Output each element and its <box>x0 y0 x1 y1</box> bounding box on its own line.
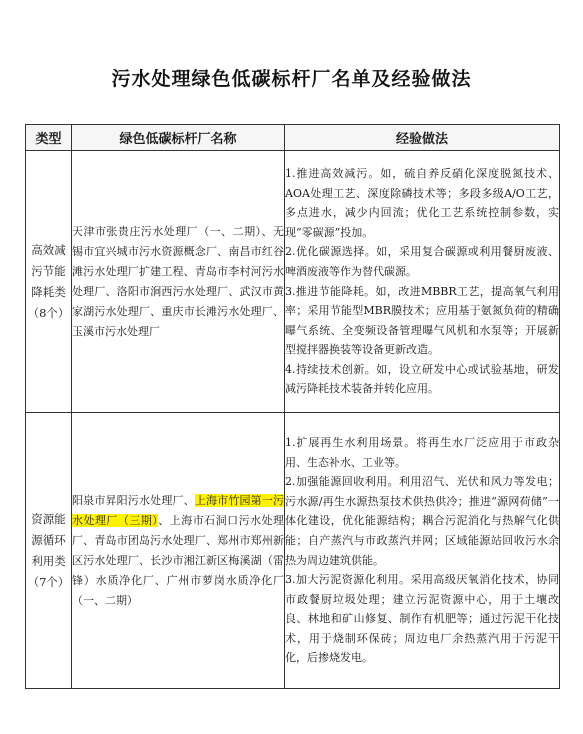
type-count: （7个） <box>27 574 70 589</box>
experience-item: 4.持续技术创新。如，设立研发中心或试验基地，研发减污降耗技术装备并转化应用。 <box>285 362 559 396</box>
table-row <box>26 151 560 413</box>
plant-names-cell: 天津市张贵庄污水处理厂（一、二期）、无锡市宜兴城市污水资源概念厂、南昌市红谷滩污水处理厂扩建工程、青岛市李村河污水处理厂、洛阳市涧西污水处理厂、武汉市黄家湖污水处理厂、重庆市长滩污水处理厂、玉溪市污水处理厂 <box>72 151 285 413</box>
type-label: 资源能源循环利用类 <box>31 511 66 568</box>
experience-item: 2.优化碳源选择。如，采用复合碳源或利用餐厨废液、啤酒废液等作为替代碳源。 <box>285 245 559 278</box>
experience-item: 1.推进高效减污。如，硫自养反硝化深度脱氮技术、AOA处理工艺、深度除磷技术等；多段多级A/O工艺，多点进水，减少内回流；优化工艺系统控制参数，实现“零碳源”投加。 <box>285 166 559 239</box>
type-label: 高效减污节能降耗类 <box>31 242 66 299</box>
experience-item: 1.扩展再生水利用场景。将再生水厂泛应用于市政杂用、生态补水、工业等。 <box>285 435 559 469</box>
table-header-row <box>26 125 560 151</box>
header-type: 类型 <box>26 125 72 151</box>
experience-item: 3.加大污泥资源化利用。采用高级厌氧消化技术，协同市政餐厨垃圾处理；建立污泥资源中心，用于土壤改良、林地和矿山修复、制作有机肥等；通过污泥干化技术，用于烧制环保砖；周边电厂余热蒸汽用于污泥干化，后掺烧发电。 <box>285 573 559 665</box>
plant-names-before: 阳泉市昇阳污水处理厂、 <box>72 493 195 507</box>
row-type-cell <box>26 151 72 413</box>
experience-item: 3.推进节能降耗。如，改进MBBR工艺，提高氧气利用率；采用节能型MBR膜技术；应用基于氨氮负荷的精确曝气系统、全变频设备管理曝气风机和水泵等；开展新型搅拌器换装等设备更新改造。 <box>285 284 559 357</box>
highlighted-plant-name: 上海市竹园第一污水处理厂（三期） <box>72 493 285 527</box>
type-count: （8个） <box>27 305 70 320</box>
experience-cell <box>285 413 560 689</box>
header-experience: 经验做法 <box>285 125 560 151</box>
plant-names-after: 、上海市石洞口污水处理厂、青岛市团岛污水处理厂、郑州市郑州新区污水处理厂、长沙市湘江新区梅溪湖（雷锋）水质净化厂、广州市萝岗水质净化厂（一、二期） <box>72 513 285 607</box>
table-row <box>26 413 560 689</box>
experience-item: 2.加强能源回收利用。利用沼气、光伏和风力等发电；污水源/再生水源热泵技术供热供冷；推进“源网荷储”一体化建设，优化能源结构；耦合污泥消化与热解气化供能；自产蒸汽与市政蒸汽并网；区域能源站回收污水余热为周边建筑供能。 <box>285 475 559 567</box>
benchmark-table <box>25 124 560 689</box>
document-title: 污水处理绿色低碳标杆厂名单及经验做法 <box>111 68 472 90</box>
header-name: 绿色低碳标杆厂名称 <box>72 125 285 151</box>
row-type-cell <box>26 413 72 689</box>
experience-cell <box>285 151 560 413</box>
plant-names-cell <box>72 413 285 689</box>
